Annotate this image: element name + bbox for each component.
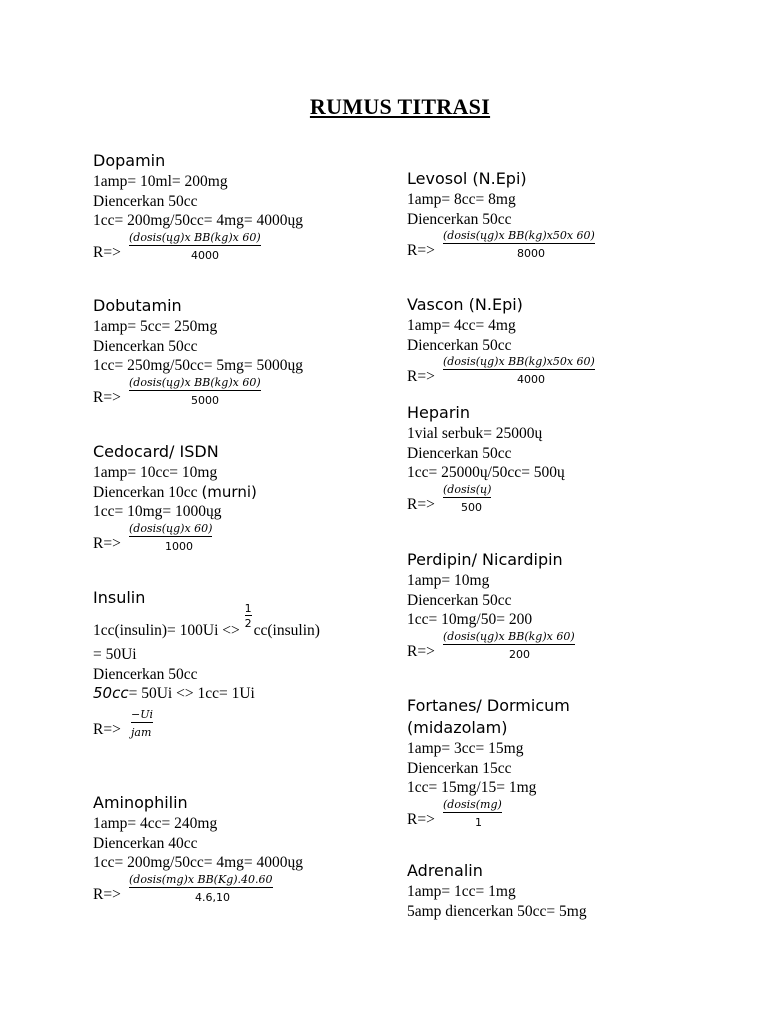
fraction-half [244,602,254,635]
section-aminophilin [93,792,393,907]
section-heading: Adrenalin [407,861,483,880]
formula-denominator: 5000 [191,393,219,407]
text-line: 1amp= 3cc= 15mg [407,740,524,757]
text-line: Diencerkan 40cc [93,834,198,852]
formula-numerator: (dosis(ųg)x BB(kg)x 60) [443,629,575,643]
text-line: 1cc= 200mg/50cc= 4mg= 4000ųg [93,212,304,229]
text-line: 5amp diencerkan 50cc= 5mg [407,902,587,920]
text-line [93,602,393,645]
formula-label: R=> [407,810,435,828]
formula-label: R=> [407,642,435,660]
formula [93,873,393,907]
section-heading: Levosol (N.Epi) [407,169,527,188]
formula-label: R=> [407,368,435,385]
text-line [93,483,393,503]
formula-denominator: 4000 [517,373,545,386]
section-heading: Dobutamin [93,296,182,315]
formula [407,798,747,832]
formula [93,708,393,742]
text-line: = 50Ui [93,646,137,663]
text-run: = 50Ui <> 1cc= 1Ui [128,685,255,702]
text-line: Diencerkan 15cc [407,759,512,777]
text-run: cc(insulin) [253,622,320,639]
fraction-numerator: 1 [244,602,252,615]
section-heading: Cedocard/ ISDN [93,442,219,461]
text-line: Diencerkan 50cc [93,665,198,683]
formula-numerator: (dosis(mg)x BB(Kg).40.60 [129,872,273,886]
section-adrenalin [407,860,747,921]
text-line: 1cc= 250mg/50cc= 5mg= 5000ųg [93,357,304,374]
formula-numerator: (dosis(ųg)x BB(kg)x 60) [129,375,261,389]
formula-label: R=> [93,388,121,406]
text-run: (murni) [201,482,257,501]
section-heparin [407,402,747,517]
formula-denominator: jam [131,725,152,739]
formula-label: R=> [93,243,121,261]
formula-denominator: 1 [475,815,482,829]
formula-numerator: (dosis(ųg)x BB(kg)x50x 60) [443,355,595,368]
text-line: 1amp= 4cc= 240mg [93,815,218,832]
formula-denominator: 1000 [165,539,193,553]
section-heading: Dopamin [93,151,166,170]
text-run: 1cc(insulin)= 100Ui <> [93,622,244,639]
section-heading: Vascon (N.Epi) [407,295,523,314]
formula [93,522,393,556]
formula-numerator: −Ui [131,707,154,721]
section-insulin [93,587,393,742]
text-line: 1cc= 15mg/15= 1mg [407,779,537,796]
text-line: 1amp= 5cc= 250mg [93,318,218,335]
text-line: Diencerkan 50cc [407,210,512,228]
text-line: 1amp= 8cc= 8mg [407,191,516,208]
section-heading: Aminophilin [93,793,188,812]
text-line: 1cc= 10mg= 1000ųg [93,503,222,520]
formula-numerator: (dosis(ų) [443,482,492,496]
section-dobutamin [93,295,393,410]
text-line: 1amp= 10cc= 10mg [93,464,218,481]
formula [93,376,393,410]
text-line: Diencerkan 50cc [407,591,512,609]
page-title: RUMUS TITRASI [309,94,491,119]
text-line [93,684,393,704]
text-line: 1amp= 10ml= 200mg [93,173,228,190]
text-line: 1cc= 10mg/50= 200 [407,611,533,628]
formula-label: R=> [93,720,121,738]
section-vascon [407,294,747,389]
section-heading: Perdipin/ Nicardipin [407,550,563,569]
formula-numerator: (dosis(ųg)x BB(kg)x 60) [129,230,261,244]
section-heading: Heparin [407,403,470,422]
section-perdipin [407,549,747,664]
text-line: 1cc= 25000ų/50cc= 500ų [407,464,565,481]
formula [93,231,393,265]
section-fortanes [407,695,747,832]
text-line: 1vial serbuk= 25000ų [407,425,543,442]
formula-label: R=> [93,534,121,552]
section-heading: Fortanes/ Dormicum [407,696,570,715]
formula-numerator: (dosis(ųg)x BB(kg)x50x 60) [443,229,595,242]
text-line: Diencerkan 50cc [407,444,512,462]
text-line: Diencerkan 50cc [93,192,198,210]
formula-label: R=> [407,242,435,259]
text-line: Diencerkan 50cc [93,337,198,355]
text-line: Diencerkan 50cc [407,336,512,354]
section-heading-sub: (midazolam) [407,718,508,737]
formula-label: R=> [93,885,121,903]
formula-numerator: (dosis(ųg)x 60) [129,521,213,535]
section-cedocard [93,441,393,556]
formula-denominator: 4000 [191,248,219,262]
text-run: 50cc [93,684,129,702]
formula [407,355,747,389]
formula-denominator: 500 [461,500,482,514]
formula [407,630,747,664]
formula-denominator: 4.6,10 [195,890,230,904]
text-line: 1amp= 1cc= 1mg [407,883,516,900]
text-line: 1cc= 200mg/50cc= 4mg= 4000ųg [93,854,304,871]
section-dopamin [93,150,393,265]
formula [407,483,747,517]
text-run: Diencerkan 10cc [93,483,202,501]
fraction-denominator: 2 [244,617,252,630]
section-levosol [407,168,747,263]
text-line: 1amp= 4cc= 4mg [407,317,516,334]
text-line: 1amp= 10mg [407,572,490,589]
formula-denominator: 200 [509,647,530,661]
section-heading: Insulin [93,588,146,607]
formula [407,229,747,263]
formula-label: R=> [407,495,435,513]
formula-numerator: (dosis(mg) [443,797,502,811]
formula-denominator: 8000 [517,247,545,260]
